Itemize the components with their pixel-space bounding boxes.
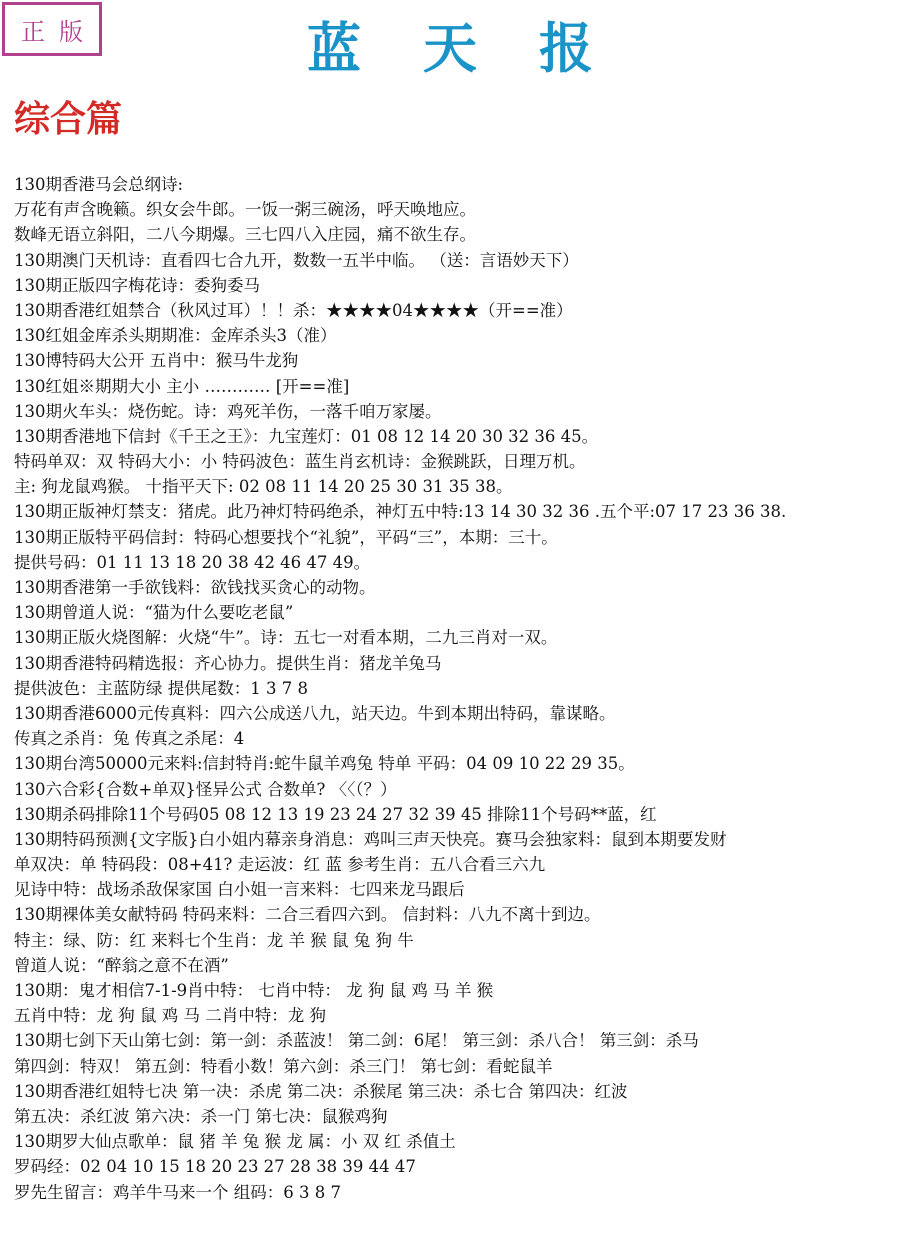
text-line: 130红姐金库杀头期期准：金库杀头3（准） [14,326,337,346]
text-line: 单双决：单 特码段：08+41? 走运波：红 蓝 参考生肖：五八合看三六九 [14,855,546,875]
text-line: 罗码经：02 04 10 15 18 20 23 27 28 38 39 44 47 [14,1157,416,1177]
badge-label: 正版 [21,17,97,46]
text-line: 见诗中特：战场杀敌保家国 白小姐一言来料：七四来龙马跟后 [14,880,465,900]
text-line: 130期香港红姐特七决 第一决：杀虎 第二决：杀猴尾 第三决：杀七合 第四决：红波 [14,1081,628,1101]
text-line: 第五决：杀红波 第六决：杀一门 第七决：鼠猴鸡狗 [14,1106,388,1126]
text-line: 130期台湾50000元来料:信封特肖:蛇牛鼠羊鸡兔 特单 平码：04 09 10 22 29 35。 [14,754,635,774]
masthead-title: 蓝天报 [307,17,655,80]
text-line: 130期正版神灯禁支：猪虎。此乃神灯特码绝杀，神灯五中特:13 14 30 32 36 .五个平:07 17 23 36 38. [14,502,787,522]
text-line: 主: 狗龙鼠鸡猴。 十指平天下: 02 08 11 14 20 25 30 31 35 38。 [14,477,513,497]
text-line: 130期曾道人说：“猫为什么要吃老鼠” [14,603,294,623]
text-line: 130期香港红姐禁合（秋风过耳）！！杀：★★★★04★★★★（开==准） [14,300,573,320]
text-line: 130期香港地下信封《千王之王》：九宝莲灯：01 08 12 14 20 30 32 36 45。 [14,426,599,446]
article-body [14,172,900,1205]
text-line: 万花有声含晚籁。织女会牛郎。一饭一粥三碗汤，呼天唤地应。 [14,200,476,220]
text-line: 130期澳门天机诗：直看四七合九开，数数一五半中临。 （送：言语妙天下） [14,250,579,270]
section-title: 综合篇 [14,98,123,140]
text-line: 数峰无语立斜阳，二八今期爆。三七四八入庄园，痛不欲生存。 [14,225,476,245]
text-line: 130六合彩{合数+单双}怪异公式 合数单? 〈〈（？） [14,779,397,799]
text-line: 130期杀码排除11个号码05 08 12 13 19 23 24 27 32 39 45 排除11个号码**蓝，红 [14,804,657,824]
text-line: 130博特码大公开 五肖中：猴马牛龙狗 [14,351,299,371]
text-line: 提供波色：主蓝防绿 提供尾数：1 3 7 8 [14,678,308,698]
text-line: 130期正版四字梅花诗：委狗委马 [14,275,260,295]
text-line: 130期香港特码精选报：齐心协力。提供生肖：猪龙羊兔马 [14,653,442,673]
text-line: 130期香港马会总纲诗: [14,175,184,194]
text-line: 130期香港6000元传真料：四六公成送八九，站天边。牛到本期出特码，靠谋略。 [14,703,616,723]
text-line: 130期：鬼才相信7-1-9肖中特： 七肖中特： 龙 狗 鼠 鸡 马 羊 猴 [14,981,494,1000]
text-line: 曾道人说：“醉翁之意不在酒” [14,955,229,975]
text-line: 130红姐※期期大小 主小 ………… [开==准] [14,376,350,396]
text-line: 第四剑：特双！ 第五剑：特看小数！第六剑：杀三门！ 第七剑：看蛇鼠羊 [14,1056,553,1076]
text-line: 130期正版火烧图解：火烧“牛”。诗：五七一对看本期，二九三肖对一双。 [14,628,558,648]
text-line: 五肖中特：龙 狗 鼠 鸡 马 二肖中特：龙 狗 [14,1006,326,1026]
text-line: 130期裸体美女献特码 特码来料：二合三看四六到。 信封料：八九不离十到边。 [14,905,601,925]
text-line: 提供号码：01 11 13 18 20 38 42 46 47 49。 [14,552,371,572]
text-line: 130期七剑下天山第七剑：第一剑：杀蓝波！ 第二剑：6尾！ 第三剑：杀八合！ 第三剑：杀马 [14,1031,699,1051]
text-line: 特主：绿、防：红 来料七个生肖：龙 羊 猴 鼠 兔 狗 牛 [14,930,414,950]
text-line: 130期正版特平码信封：特码心想要找个“礼貌”，平码“三”，本期：三十。 [14,527,558,547]
text-line: 130期特码预测{文字版}白小姐内幕亲身消息：鸡叫三声天快亮。赛马会独家料：鼠到本期要发财 [14,829,727,849]
text-line: 130期火车头：烧伤蛇。诗：鸡死羊伤，一落千咱万家屡。 [14,401,442,421]
text-line: 130期香港第一手欲钱料：欲钱找买贪心的动物。 [14,578,376,597]
text-line: 特码单双：双 特码大小：小 特码波色：蓝生肖玄机诗：金猴跳跃，日理万机。 [14,452,586,472]
text-line: 130期罗大仙点歌单：鼠 猪 羊 兔 猴 龙 属：小 双 红 杀值土 [14,1132,456,1152]
text-line: 罗先生留言：鸡羊牛马来一个 组码：6 3 8 7 [14,1182,341,1202]
text-line: 传真之杀肖：兔 传真之杀尾：4 [14,729,245,749]
